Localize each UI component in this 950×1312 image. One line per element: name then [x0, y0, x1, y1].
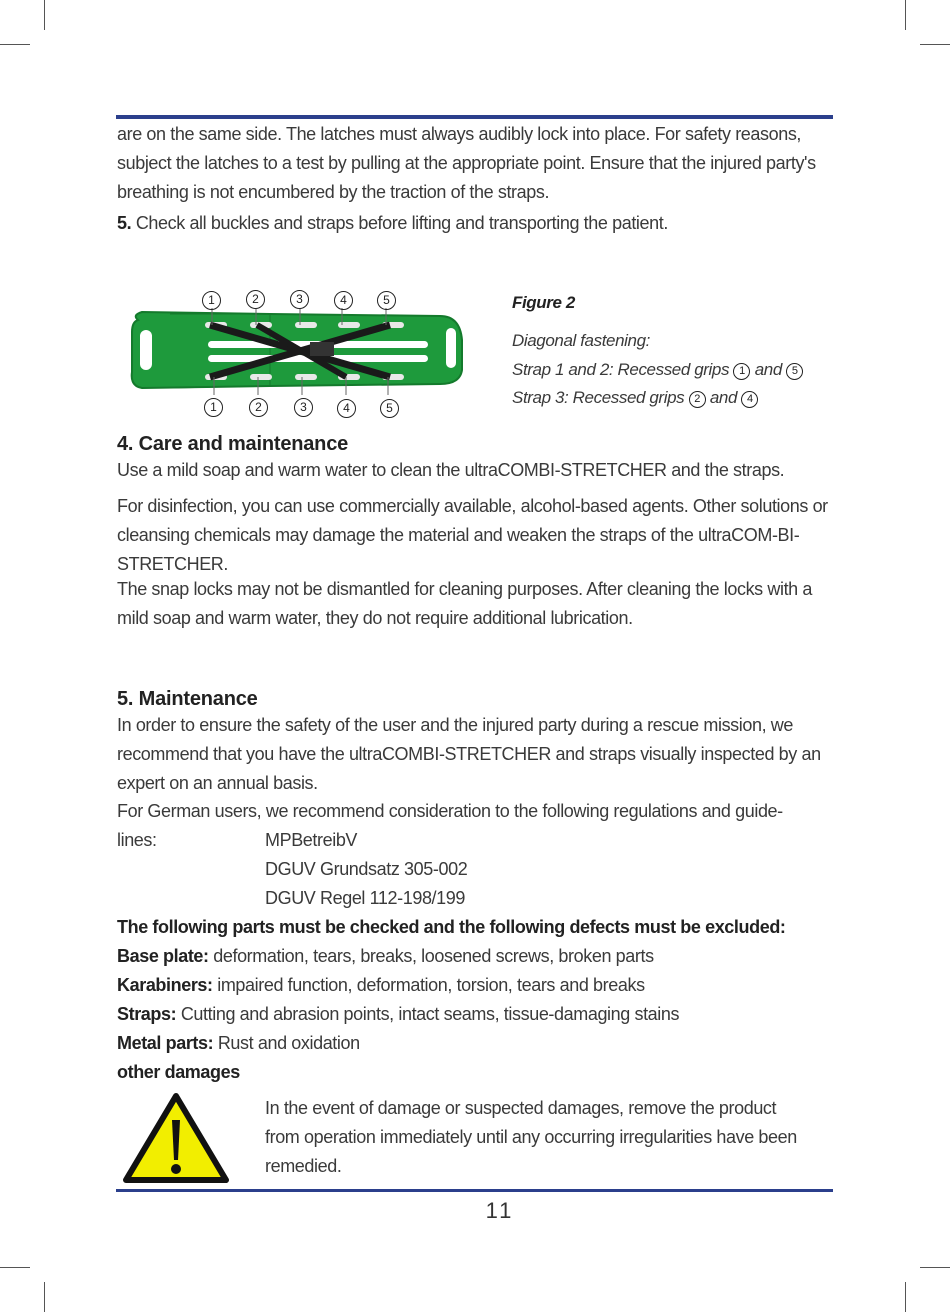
regulation-item: DGUV Regel 112-198/199 [265, 888, 465, 908]
crop-mark [920, 44, 950, 45]
figure-caption-line: Diagonal fastening: [512, 331, 650, 350]
bottom-rule [116, 1189, 833, 1192]
crop-mark [44, 0, 45, 30]
figure-marker [334, 288, 353, 310]
figure-marker [380, 396, 399, 418]
check-label: Karabiners: [117, 975, 213, 995]
caption-text: and [705, 388, 742, 407]
step-5-number: 5. [117, 213, 132, 233]
intro-paragraph: are on the same side. The latches must always audibly lock into place. For safety reasons, subject the latches to a test by pulling at the appropriate point. Ensure that the injured party's breathing is not encumbered by the traction of the straps. [117, 124, 816, 202]
check-label: Base plate: [117, 946, 209, 966]
step-5-paragraph [117, 209, 832, 238]
caption-text: Strap 1 and 2: Recessed grips [512, 360, 734, 379]
grip-number: 5 [786, 363, 803, 380]
other-damages-label: other damages [117, 1062, 240, 1082]
top-rule [116, 115, 833, 119]
warning-text: In the event of damage or suspected damages, remove the product from operation immediately until any occurring irregularities have been remedied. [265, 1098, 797, 1176]
check-label: Straps: [117, 1004, 177, 1024]
maintenance-guideline-line: For German users, we recommend consideration to the following regulations and guide- [117, 801, 783, 821]
check-label: Metal parts: [117, 1033, 214, 1053]
page-number: 11 [485, 1198, 515, 1223]
maintenance-paragraph: In order to ensure the safety of the user and the injured party during a rescue mission, we recommend that you have the ultraCOMBI-STRETCHER and straps visually inspected by an expert on an annual basis. [117, 715, 821, 793]
step-5-text: Check all buckles and straps before lifting and transporting the patient. [131, 213, 668, 233]
section-heading-care: 4. Care and maintenance [117, 433, 349, 455]
care-paragraph: For disinfection, you can use commercially available, alcohol-based agents. Other solutions or cleansing chemicals may damage the material and weaken the straps of the ultraCOM-BI-STRETCHER. [117, 496, 828, 574]
section-heading-maintenance: 5. Maintenance [117, 688, 258, 710]
marker-label: 5 [377, 291, 396, 310]
check-item [117, 1000, 679, 1029]
figure-marker [204, 395, 223, 417]
crop-mark [920, 1267, 950, 1268]
marker-label: 2 [246, 290, 265, 309]
check-item [117, 942, 654, 971]
marker-label: 4 [337, 399, 356, 418]
marker-label: 3 [290, 290, 309, 309]
grip-number: 1 [733, 363, 750, 380]
figure-marker [202, 288, 221, 310]
crop-mark [905, 1282, 906, 1312]
figure-caption-line [512, 388, 758, 408]
lines-label: lines: [117, 830, 157, 850]
check-text: impaired function, deformation, torsion, tears and breaks [212, 975, 645, 995]
grip-number: 4 [741, 391, 758, 408]
caption-text: Strap 3: Recessed grips [512, 388, 689, 407]
marker-label: 2 [249, 398, 268, 417]
figure-title: Figure 2 [512, 293, 575, 312]
crop-mark [905, 0, 906, 30]
regulation-item: DGUV Grundsatz 305-002 [265, 859, 468, 879]
marker-label: 4 [334, 291, 353, 310]
marker-label: 1 [202, 291, 221, 310]
check-text: deformation, tears, breaks, loosened screws, broken parts [208, 946, 654, 966]
figure-caption-line [512, 360, 803, 380]
caption-text: and [750, 360, 787, 379]
check-text: Cutting and abrasion points, intact seams, tissue-damaging stains [176, 1004, 680, 1024]
marker-label: 3 [294, 398, 313, 417]
check-item [117, 1029, 360, 1058]
marker-label: 5 [380, 399, 399, 418]
crop-mark [0, 44, 30, 45]
care-paragraph: Use a mild soap and warm water to clean the ultraCOMBI-STRETCHER and the straps. [117, 460, 785, 480]
check-text: Rust and oxidation [213, 1033, 360, 1053]
care-paragraph: The snap locks may not be dismantled for cleaning purposes. After cleaning the locks with a mild soap and warm water, they do not require additional lubrication. [117, 579, 812, 628]
crop-mark [0, 1267, 30, 1268]
warning-icon [120, 1090, 232, 1186]
figure-marker [249, 395, 268, 417]
figure-marker [294, 395, 313, 417]
marker-label: 1 [204, 398, 223, 417]
check-item [117, 971, 645, 1000]
crop-mark [44, 1282, 45, 1312]
figure-marker [290, 287, 309, 309]
figure-marker [246, 287, 265, 309]
check-heading: The following parts must be checked and the following defects must be excluded: [117, 917, 786, 937]
regulation-item: MPBetreibV [265, 830, 358, 850]
figure-marker [377, 288, 396, 310]
figure-marker [337, 396, 356, 418]
grip-number: 2 [689, 391, 706, 408]
